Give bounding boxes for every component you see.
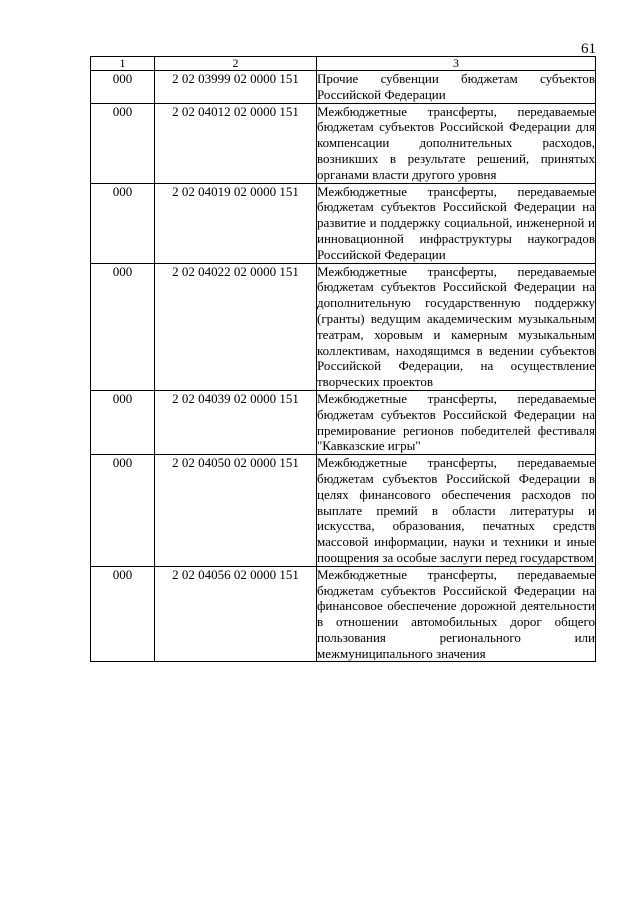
- description-cell: Межбюджетные трансферты, передаваемые бюджетам субъектов Российской Федерации в целях финансового обеспечения расходов по выплате премий в области литературы и искусства, образования, печатных средств массовой информации, науки и техники и иные поощрения за особые заслуги перед государством: [317, 455, 595, 565]
- description-cell: Межбюджетные трансферты, передаваемые бюджетам субъектов Российской Федерации на финансовое обеспечение дорожной деятельности в отношении автомобильных дорог общего пользования регионального или межмуниципального значения: [317, 566, 595, 661]
- page-number: 61: [581, 41, 596, 57]
- table-row: [91, 103, 596, 183]
- table-header-row: [91, 57, 596, 71]
- column-header-1: 1: [91, 57, 155, 71]
- description-cell: Межбюджетные трансферты, передаваемые бюджетам субъектов Российской Федерации для компенсации дополнительных расходов, возникших в результате решений, принятых органами власти другого уровня: [317, 103, 595, 182]
- admin-code-cell: 000: [91, 71, 155, 104]
- description-cell: Межбюджетные трансферты, передаваемые бюджетам субъектов Российской Федерации на премирование регионов победителей фестиваля "Кавказские игры": [317, 390, 595, 454]
- description-cell: Межбюджетные трансферты, передаваемые бюджетам субъектов Российской Федерации на развитие и поддержку социальной, инженерной и инновационной инфраструктуры наукоградов Российской Федерации: [317, 183, 595, 262]
- budget-code-cell: 2 02 04039 02 0000 151: [155, 390, 317, 454]
- column-header-2: 2: [155, 57, 317, 71]
- table-row: [91, 183, 596, 263]
- description-cell: Межбюджетные трансферты, передаваемые бюджетам субъектов Российской Федерации на дополнительную государственную поддержку (гранты) ведущим академическим музыкальным театрам, хоровым и камерным музыкальным коллективам, находящимся в ведении субъектов Российской Федерации, на осуществление творческих проектов: [317, 263, 595, 390]
- column-header-3: 3: [317, 57, 596, 71]
- budget-code-cell: 2 02 04022 02 0000 151: [155, 263, 317, 390]
- budget-code-cell: 2 02 04050 02 0000 151: [155, 455, 317, 567]
- budget-code-cell: 2 02 04012 02 0000 151: [155, 103, 317, 183]
- table-row: [91, 566, 596, 662]
- budget-code-cell: 2 02 04056 02 0000 151: [155, 566, 317, 662]
- admin-code-cell: 000: [91, 566, 155, 662]
- description-cell: Прочие субвенции бюджетам субъектов Российской Федерации: [317, 71, 595, 102]
- table-row: [91, 71, 596, 104]
- table-row: [91, 263, 596, 390]
- budget-classification-table: [90, 56, 596, 662]
- table-row: [91, 390, 596, 454]
- admin-code-cell: 000: [91, 455, 155, 567]
- budget-code-cell: 2 02 03999 02 0000 151: [155, 71, 317, 104]
- table-row: [91, 455, 596, 567]
- admin-code-cell: 000: [91, 390, 155, 454]
- admin-code-cell: 000: [91, 183, 155, 263]
- budget-code-cell: 2 02 04019 02 0000 151: [155, 183, 317, 263]
- admin-code-cell: 000: [91, 263, 155, 390]
- admin-code-cell: 000: [91, 103, 155, 183]
